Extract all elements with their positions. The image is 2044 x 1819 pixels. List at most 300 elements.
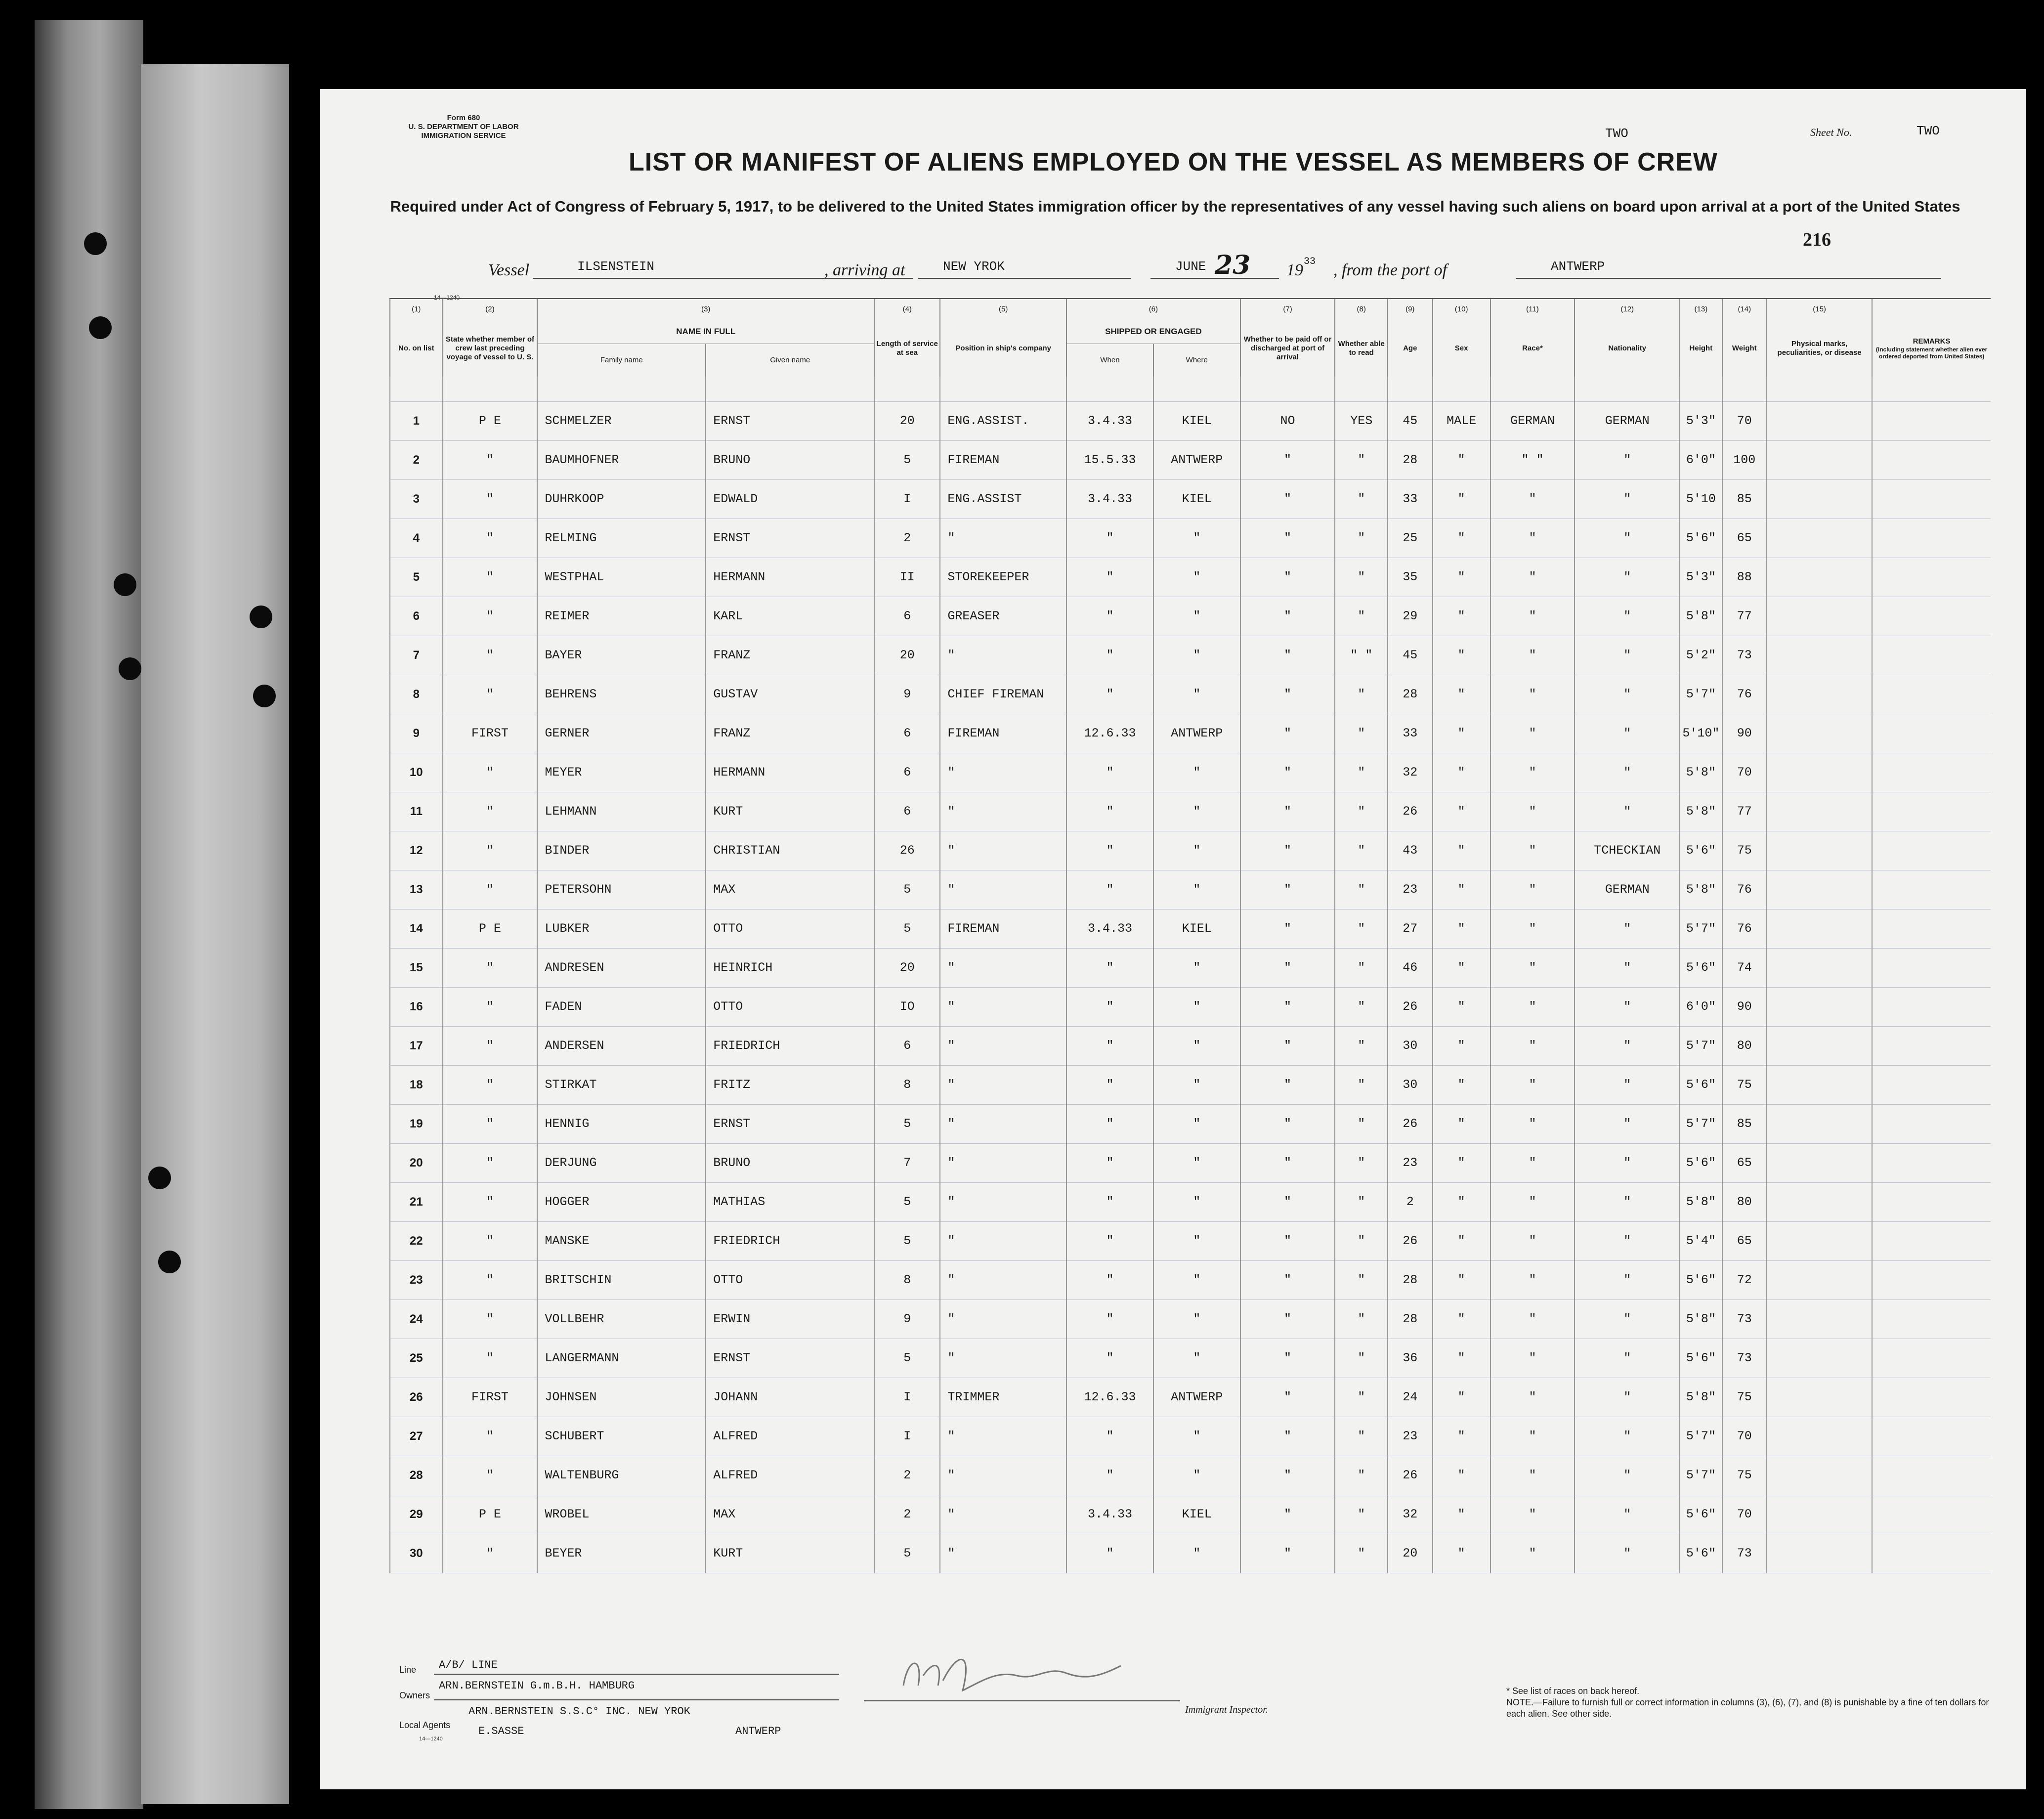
cell-previous-voyage: P E [443, 1495, 538, 1534]
cell-shipped-where: " [1153, 1417, 1240, 1456]
cell-able-to-read: " [1335, 1066, 1388, 1105]
cell-shipped-when: 3.4.33 [1066, 480, 1153, 519]
cell-nationality: " [1575, 558, 1680, 597]
cell-family-name: HOGGER [537, 1183, 706, 1222]
cell-sex: " [1433, 1222, 1490, 1261]
cell-shipped-where: " [1153, 1183, 1240, 1222]
cell-height: 5'6" [1680, 1066, 1722, 1105]
cell-remarks [1872, 636, 1991, 675]
cell-height: 5'6" [1680, 949, 1722, 988]
cell-able-to-read: " [1335, 753, 1388, 792]
cell-given-name: FRANZ [706, 714, 874, 753]
header-family-name: Family name [537, 344, 706, 377]
cell-given-name: FRIEDRICH [706, 1027, 874, 1066]
cell-given-name: ERNST [706, 1105, 874, 1144]
cell-able-to-read: " [1335, 831, 1388, 870]
cell-previous-voyage: " [443, 1222, 538, 1261]
colnum-11: (11) [1490, 299, 1575, 320]
cell-remarks [1872, 910, 1991, 949]
cell-family-name: PETERSOHN [537, 870, 706, 910]
cell-shipped-where: " [1153, 519, 1240, 558]
cell-remarks [1872, 402, 1991, 441]
cell-position: STOREKEEPER [940, 558, 1066, 597]
document-subtitle: Required under Act of Congress of February 5, 1917, to be delivered to the United States immigration officer by the representatives of any vessel having such aliens on board upon arrival at a port of the United States [390, 198, 1960, 215]
cell-row-number: 6 [390, 597, 443, 636]
owners-value: ARN.BERNSTEIN G.m.B.H. HAMBURG [439, 1680, 635, 1692]
cell-shipped-where: " [1153, 1534, 1240, 1573]
cell-age: 20 [1388, 1534, 1433, 1573]
cell-height: 5'6" [1680, 1495, 1722, 1534]
table-row [390, 910, 1991, 949]
cell-sex: " [1433, 558, 1490, 597]
cell-shipped-where: KIEL [1153, 910, 1240, 949]
cell-height: 5'7" [1680, 675, 1722, 714]
cell-given-name: ERNST [706, 519, 874, 558]
cell-given-name: ERNST [706, 402, 874, 441]
cell-paid-off: " [1240, 988, 1335, 1027]
colnum-1: (1) [390, 299, 443, 320]
cell-nationality: " [1575, 1105, 1680, 1144]
cell-paid-off: " [1240, 792, 1335, 831]
header-race: Race* [1490, 320, 1575, 377]
cell-shipped-when: " [1066, 1222, 1153, 1261]
cell-nationality: " [1575, 1027, 1680, 1066]
cell-age: 43 [1388, 831, 1433, 870]
cell-shipped-where: KIEL [1153, 402, 1240, 441]
cell-family-name: BRITSCHIN [537, 1261, 706, 1300]
cell-nationality: " [1575, 1261, 1680, 1300]
cell-remarks [1872, 1144, 1991, 1183]
form-ref-code: 14—1240 [434, 294, 460, 301]
table-row [390, 1495, 1991, 1534]
cell-service-length: 8 [874, 1261, 940, 1300]
cell-paid-off: " [1240, 714, 1335, 753]
cell-nationality: " [1575, 597, 1680, 636]
cell-shipped-when: 3.4.33 [1066, 1495, 1153, 1534]
table-row [390, 1300, 1991, 1339]
cell-age: 28 [1388, 441, 1433, 480]
cell-age: 33 [1388, 714, 1433, 753]
cell-race: " [1490, 1378, 1575, 1417]
cell-nationality: " [1575, 1378, 1680, 1417]
cell-shipped-when: " [1066, 1456, 1153, 1495]
cell-physical-marks [1767, 1183, 1872, 1222]
cell-able-to-read: " [1335, 1183, 1388, 1222]
cell-nationality: " [1575, 1534, 1680, 1573]
cell-shipped-where: " [1153, 1144, 1240, 1183]
cell-able-to-read: " [1335, 1222, 1388, 1261]
cell-previous-voyage: " [443, 636, 538, 675]
colnum-3: (3) [537, 299, 874, 320]
cell-row-number: 10 [390, 753, 443, 792]
table-row [390, 480, 1991, 519]
cell-shipped-when: " [1066, 558, 1153, 597]
cell-position: GREASER [940, 597, 1066, 636]
sheet-top-mark: TWO [1605, 126, 1628, 141]
cell-nationality: " [1575, 1222, 1680, 1261]
cell-physical-marks [1767, 1495, 1872, 1534]
cell-paid-off: " [1240, 558, 1335, 597]
cell-position: " [940, 1183, 1066, 1222]
cell-position: FIREMAN [940, 441, 1066, 480]
table-row [390, 1339, 1991, 1378]
cell-height: 5'8" [1680, 792, 1722, 831]
cell-position: " [940, 949, 1066, 988]
cell-row-number: 26 [390, 1378, 443, 1417]
colnum-2: (2) [443, 299, 538, 320]
cell-age: 26 [1388, 1222, 1433, 1261]
cell-previous-voyage: " [443, 1066, 538, 1105]
cell-given-name: GUSTAV [706, 675, 874, 714]
agents-value-1: ARN.BERNSTEIN S.S.C° INC. NEW YROK [468, 1705, 690, 1718]
cell-row-number: 19 [390, 1105, 443, 1144]
cell-race: " [1490, 870, 1575, 910]
cell-height: 5'8" [1680, 1300, 1722, 1339]
cell-able-to-read: " [1335, 949, 1388, 988]
cell-height: 5'10 [1680, 480, 1722, 519]
cell-previous-voyage: " [443, 480, 538, 519]
arrival-month: JUNE [1175, 259, 1206, 274]
table-row [390, 949, 1991, 988]
cell-previous-voyage: " [443, 519, 538, 558]
cell-given-name: ALFRED [706, 1417, 874, 1456]
cell-weight: 72 [1722, 1261, 1767, 1300]
cell-weight: 85 [1722, 480, 1767, 519]
cell-race: " " [1490, 441, 1575, 480]
cell-row-number: 23 [390, 1261, 443, 1300]
cell-previous-voyage: " [443, 870, 538, 910]
cell-family-name: LUBKER [537, 910, 706, 949]
cell-row-number: 30 [390, 1534, 443, 1573]
cell-race: " [1490, 714, 1575, 753]
cell-given-name: OTTO [706, 1261, 874, 1300]
cell-paid-off: " [1240, 480, 1335, 519]
cell-race: " [1490, 1534, 1575, 1573]
cell-remarks [1872, 1027, 1991, 1066]
cell-service-length: IO [874, 988, 940, 1027]
cell-shipped-when: 12.6.33 [1066, 714, 1153, 753]
cell-able-to-read: " [1335, 910, 1388, 949]
colnum-14: (14) [1722, 299, 1767, 320]
cell-shipped-when: " [1066, 597, 1153, 636]
cell-sex: " [1433, 1261, 1490, 1300]
cell-sex: MALE [1433, 402, 1490, 441]
cell-sex: " [1433, 1534, 1490, 1573]
cell-family-name: DUHRKOOP [537, 480, 706, 519]
cell-previous-voyage: " [443, 1261, 538, 1300]
cell-height: 5'2" [1680, 636, 1722, 675]
cell-race: " [1490, 792, 1575, 831]
cell-weight: 76 [1722, 870, 1767, 910]
cell-given-name: ERNST [706, 1339, 874, 1378]
cell-paid-off: " [1240, 636, 1335, 675]
header-physical-marks: Physical marks, peculiarities, or disease [1767, 320, 1872, 377]
cell-service-length: 7 [874, 1144, 940, 1183]
cell-physical-marks [1767, 519, 1872, 558]
cell-family-name: BAUMHOFNER [537, 441, 706, 480]
cell-family-name: BINDER [537, 831, 706, 870]
cell-physical-marks [1767, 1105, 1872, 1144]
cell-row-number: 17 [390, 1027, 443, 1066]
cell-service-length: II [874, 558, 940, 597]
cell-shipped-when: 3.4.33 [1066, 402, 1153, 441]
cell-nationality: " [1575, 714, 1680, 753]
cell-previous-voyage: " [443, 1144, 538, 1183]
cell-physical-marks [1767, 792, 1872, 831]
cell-service-length: 5 [874, 1222, 940, 1261]
table-row [390, 1144, 1991, 1183]
cell-service-length: 6 [874, 597, 940, 636]
cell-given-name: HERMANN [706, 558, 874, 597]
cell-previous-voyage: " [443, 1534, 538, 1573]
cell-service-length: 26 [874, 831, 940, 870]
cell-paid-off: " [1240, 1066, 1335, 1105]
cell-race: " [1490, 558, 1575, 597]
cell-sex: " [1433, 1417, 1490, 1456]
form-identifier [399, 114, 528, 140]
cell-nationality: " [1575, 1183, 1680, 1222]
cell-position: " [940, 519, 1066, 558]
cell-previous-voyage: FIRST [443, 714, 538, 753]
cell-able-to-read: " [1335, 1495, 1388, 1534]
cell-weight: 88 [1722, 558, 1767, 597]
cell-shipped-when: " [1066, 1027, 1153, 1066]
cell-sex: " [1433, 753, 1490, 792]
cell-weight: 80 [1722, 1183, 1767, 1222]
cell-age: 32 [1388, 753, 1433, 792]
cell-physical-marks [1767, 441, 1872, 480]
cell-row-number: 16 [390, 988, 443, 1027]
table-row [390, 714, 1991, 753]
table-row [390, 1222, 1991, 1261]
cell-family-name: BEYER [537, 1534, 706, 1573]
cell-nationality: " [1575, 1144, 1680, 1183]
cell-nationality: " [1575, 441, 1680, 480]
table-row [390, 1456, 1991, 1495]
cell-previous-voyage: " [443, 1183, 538, 1222]
cell-given-name: FRITZ [706, 1066, 874, 1105]
cell-physical-marks [1767, 1261, 1872, 1300]
cell-able-to-read: " [1335, 1261, 1388, 1300]
cell-family-name: WROBEL [537, 1495, 706, 1534]
table-row [390, 988, 1991, 1027]
cell-physical-marks [1767, 1339, 1872, 1378]
cell-previous-voyage: " [443, 558, 538, 597]
cell-service-length: 2 [874, 519, 940, 558]
cell-remarks [1872, 1378, 1991, 1417]
cell-physical-marks [1767, 1300, 1872, 1339]
cell-previous-voyage: " [443, 1456, 538, 1495]
cell-remarks [1872, 1066, 1991, 1105]
cell-weight: 75 [1722, 1456, 1767, 1495]
cell-position: " [940, 753, 1066, 792]
cell-remarks [1872, 519, 1991, 558]
colnum-9: (9) [1388, 299, 1433, 320]
table-row [390, 675, 1991, 714]
cell-row-number: 27 [390, 1417, 443, 1456]
cell-weight: 90 [1722, 714, 1767, 753]
from-label: , from the port of [1333, 261, 1448, 279]
cell-shipped-when: " [1066, 1339, 1153, 1378]
header-remarks-note: (Including statement whether alien ever ordered deported from United States) [1875, 346, 1988, 360]
cell-nationality: " [1575, 1339, 1680, 1378]
punch-hole [119, 657, 141, 680]
cell-physical-marks [1767, 558, 1872, 597]
cell-able-to-read: " [1335, 870, 1388, 910]
header-given-name: Given name [706, 344, 874, 377]
header-name-in-full: NAME IN FULL [537, 320, 874, 344]
cell-previous-voyage: " [443, 1027, 538, 1066]
cell-physical-marks [1767, 988, 1872, 1027]
cell-able-to-read: " [1335, 1378, 1388, 1417]
cell-shipped-when: " [1066, 1261, 1153, 1300]
cell-remarks [1872, 988, 1991, 1027]
cell-shipped-where: " [1153, 753, 1240, 792]
cell-position: CHIEF FIREMAN [940, 675, 1066, 714]
cell-age: 24 [1388, 1378, 1433, 1417]
cell-weight: 77 [1722, 792, 1767, 831]
cell-race: " [1490, 988, 1575, 1027]
cell-row-number: 14 [390, 910, 443, 949]
cell-service-length: I [874, 480, 940, 519]
arrival-day: 23 [1215, 250, 1251, 280]
inspector-label: Immigrant Inspector. [1185, 1704, 1268, 1715]
cell-weight: 70 [1722, 1417, 1767, 1456]
cell-family-name: LEHMANN [537, 792, 706, 831]
cell-race: " [1490, 831, 1575, 870]
cell-race: " [1490, 753, 1575, 792]
cell-height: 5'6" [1680, 831, 1722, 870]
cell-position: " [940, 1027, 1066, 1066]
cell-sex: " [1433, 1378, 1490, 1417]
cell-given-name: HERMANN [706, 753, 874, 792]
header-shipped-engaged: SHIPPED OR ENGAGED [1066, 320, 1240, 344]
owners-label: Owners [399, 1690, 430, 1700]
cell-weight: 90 [1722, 988, 1767, 1027]
header-list-number: No. on list [390, 320, 443, 377]
cell-family-name: BEHRENS [537, 675, 706, 714]
agents-label: Local Agents [399, 1720, 451, 1730]
footer-notes [1506, 1686, 2001, 1720]
cell-sex: " [1433, 1456, 1490, 1495]
cell-sex: " [1433, 1027, 1490, 1066]
cell-weight: 77 [1722, 597, 1767, 636]
cell-shipped-where: " [1153, 558, 1240, 597]
cell-position: " [940, 1105, 1066, 1144]
cell-age: 26 [1388, 988, 1433, 1027]
cell-given-name: HEINRICH [706, 949, 874, 988]
cell-sex: " [1433, 988, 1490, 1027]
cell-height: 5'3" [1680, 402, 1722, 441]
cell-remarks [1872, 949, 1991, 988]
table-row [390, 1066, 1991, 1105]
cell-nationality: " [1575, 1066, 1680, 1105]
header-nationality: Nationality [1575, 320, 1680, 377]
cell-able-to-read: YES [1335, 402, 1388, 441]
cell-previous-voyage: " [443, 949, 538, 988]
cell-weight: 100 [1722, 441, 1767, 480]
cell-paid-off: " [1240, 1027, 1335, 1066]
cell-age: 45 [1388, 636, 1433, 675]
vessel-label: Vessel [488, 261, 530, 279]
cell-weight: 65 [1722, 1144, 1767, 1183]
cell-shipped-where: " [1153, 675, 1240, 714]
cell-remarks [1872, 1300, 1991, 1339]
sheet-number-value: TWO [1916, 124, 1940, 138]
cell-position: " [940, 792, 1066, 831]
cell-previous-voyage: " [443, 1105, 538, 1144]
table-row [390, 870, 1991, 910]
cell-age: 36 [1388, 1339, 1433, 1378]
cell-paid-off: " [1240, 1222, 1335, 1261]
cell-paid-off: " [1240, 753, 1335, 792]
cell-position: " [940, 1261, 1066, 1300]
cell-race: " [1490, 910, 1575, 949]
cell-weight: 70 [1722, 402, 1767, 441]
cell-race: " [1490, 1495, 1575, 1534]
cell-height: 5'6" [1680, 1534, 1722, 1573]
cell-remarks [1872, 675, 1991, 714]
cell-family-name: MEYER [537, 753, 706, 792]
cell-shipped-when: " [1066, 792, 1153, 831]
cell-height: 6'0" [1680, 988, 1722, 1027]
cell-height: 5'10" [1680, 714, 1722, 753]
cell-paid-off: " [1240, 1261, 1335, 1300]
cell-previous-voyage: " [443, 1417, 538, 1456]
cell-previous-voyage: " [443, 441, 538, 480]
table-spacer-row [390, 377, 1991, 402]
cell-previous-voyage: " [443, 1339, 538, 1378]
cell-paid-off: " [1240, 1378, 1335, 1417]
cell-position: " [940, 988, 1066, 1027]
cell-shipped-when: 12.6.33 [1066, 1378, 1153, 1417]
cell-race: " [1490, 1066, 1575, 1105]
header-sex: Sex [1433, 320, 1490, 377]
cell-family-name: BAYER [537, 636, 706, 675]
cell-family-name: FADEN [537, 988, 706, 1027]
cell-height: 5'6" [1680, 1339, 1722, 1378]
cell-paid-off: " [1240, 1417, 1335, 1456]
cell-weight: 75 [1722, 1066, 1767, 1105]
table-row [390, 831, 1991, 870]
cell-service-length: 5 [874, 1183, 940, 1222]
cell-shipped-where: ANTWERP [1153, 1378, 1240, 1417]
cell-shipped-where: " [1153, 1027, 1240, 1066]
cell-given-name: ERWIN [706, 1300, 874, 1339]
header-previous-voyage: State whether member of crew last preceding voyage of vessel to U. S. [443, 320, 538, 377]
cell-able-to-read: " [1335, 558, 1388, 597]
header-position: Position in ship's company [940, 320, 1066, 377]
cell-shipped-when: " [1066, 1534, 1153, 1573]
cell-position: " [940, 1534, 1066, 1573]
cell-remarks [1872, 441, 1991, 480]
cell-previous-voyage: P E [443, 402, 538, 441]
cell-age: 35 [1388, 558, 1433, 597]
cell-sex: " [1433, 519, 1490, 558]
cell-previous-voyage: FIRST [443, 1378, 538, 1417]
cell-physical-marks [1767, 1222, 1872, 1261]
cell-shipped-when: " [1066, 636, 1153, 675]
cell-weight: 76 [1722, 675, 1767, 714]
cell-family-name: REIMER [537, 597, 706, 636]
cell-position: " [940, 1456, 1066, 1495]
cell-age: 30 [1388, 1027, 1433, 1066]
colnum-6: (6) [1066, 299, 1240, 320]
cell-shipped-where: " [1153, 1222, 1240, 1261]
cell-age: 2 [1388, 1183, 1433, 1222]
colnum-15: (15) [1767, 299, 1872, 320]
cell-able-to-read: " " [1335, 636, 1388, 675]
